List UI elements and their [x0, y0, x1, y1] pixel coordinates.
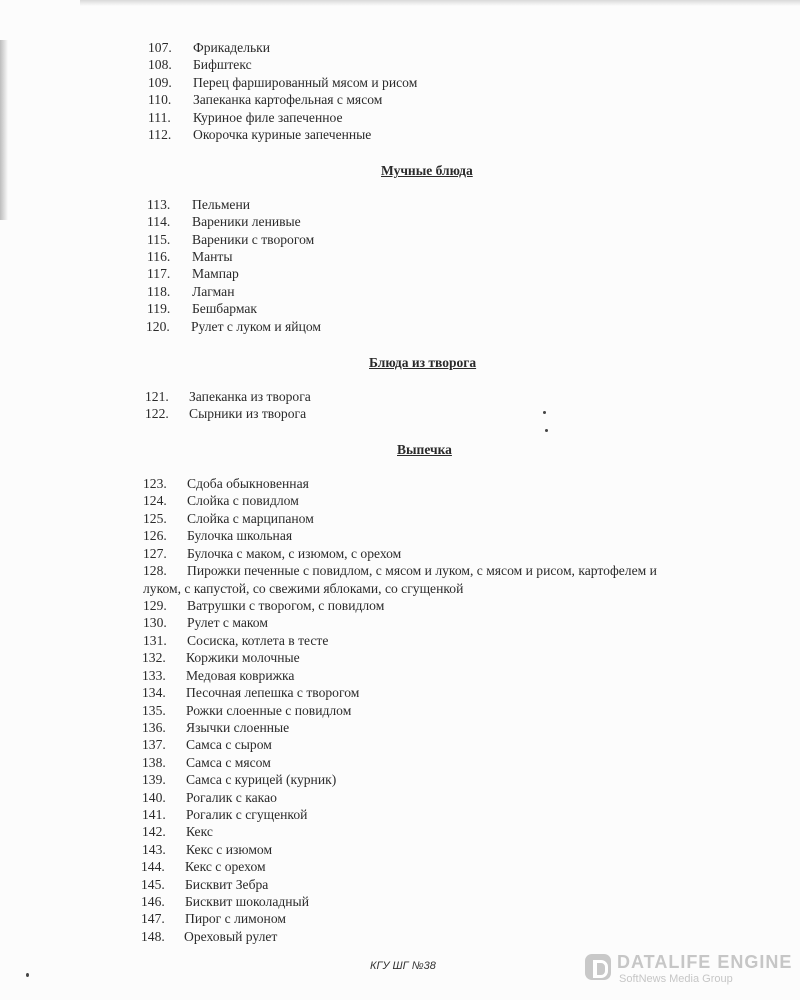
scan-speck: [543, 411, 546, 414]
item-text: Самса с мясом: [186, 755, 271, 770]
item-number: 110.: [148, 92, 172, 107]
item-text: Сырники из творога: [189, 406, 307, 421]
item-text: Бифштекс: [193, 57, 252, 72]
item-number: 138.: [142, 755, 166, 770]
item-text: Запеканка картофельная с мясом: [193, 92, 383, 107]
item-text: Рогалик с какао: [186, 790, 277, 805]
item-number: 126.: [143, 528, 167, 543]
item-number: 118.: [147, 284, 171, 299]
item-number: 123.: [143, 476, 167, 491]
item-text: Вареники с творогом: [192, 232, 315, 247]
item-text: Слойка с повидлом: [187, 493, 299, 508]
item-text-continued: луком, с капустой, со свежими яблоками, со сгущенкой: [143, 581, 464, 596]
item-text: Бисквит шоколадный: [185, 894, 309, 909]
item-number: 141.: [142, 807, 166, 822]
item-number: 122.: [145, 406, 169, 421]
item-number: 117.: [147, 266, 171, 281]
item-number: 134.: [142, 685, 166, 700]
item-number: 109.: [148, 75, 172, 90]
item-number: 144.: [141, 859, 165, 874]
item-number: 114.: [147, 214, 171, 229]
item-number: 142.: [142, 824, 166, 839]
item-number: 133.: [142, 668, 166, 683]
item-number: 143.: [142, 842, 166, 857]
item-text: Самса с сыром: [186, 737, 272, 752]
item-text: Булочка с маком, с изюмом, с орехом: [187, 546, 402, 561]
item-number: 136.: [142, 720, 166, 735]
item-number: 108.: [148, 57, 172, 72]
item-text: Рулет с луком и яйцом: [191, 319, 321, 334]
item-text: Бисквит Зебра: [185, 877, 269, 892]
item-number: 120.: [146, 319, 170, 334]
watermark-logo-icon: [585, 954, 611, 980]
section-heading: Блюда из творога: [369, 355, 477, 370]
item-text: Фрикадельки: [193, 40, 271, 55]
item-text: Рожки слоенные с повидлом: [186, 703, 352, 718]
item-text: Самса с курицей (курник): [186, 772, 337, 787]
item-text: Перец фаршированный мясом и рисом: [193, 75, 418, 90]
item-text: Сдоба обыкновенная: [187, 476, 309, 491]
item-text: Манты: [192, 249, 233, 264]
watermark: [585, 952, 793, 988]
item-number: 115.: [147, 232, 171, 247]
item-text: Ореховый рулет: [184, 929, 278, 944]
item-text: Лагман: [192, 284, 235, 299]
item-text: Слойка с марципаном: [187, 511, 314, 526]
item-number: 125.: [143, 511, 167, 526]
item-text: Пельмени: [192, 197, 251, 212]
section-heading: Мучные блюда: [381, 163, 473, 178]
item-number: 146.: [141, 894, 165, 909]
scan-left-shadow: [0, 40, 8, 220]
item-text: Язычки слоенные: [186, 720, 290, 735]
item-number: 145.: [141, 877, 165, 892]
item-number: 127.: [143, 546, 167, 561]
item-text: Кекс с орехом: [185, 859, 266, 874]
item-text: Сосиска, котлета в тесте: [187, 633, 329, 648]
item-number: 137.: [142, 737, 166, 752]
item-text: Песочная лепешка с творогом: [186, 685, 360, 700]
item-number: 139.: [142, 772, 166, 787]
item-text: Рулет с маком: [187, 615, 268, 630]
item-number: 121.: [145, 389, 169, 404]
item-number: 113.: [147, 197, 171, 212]
item-text: Медовая коврижка: [186, 668, 295, 683]
item-number: 128.: [143, 563, 167, 578]
item-number: 129.: [143, 598, 167, 613]
item-number: 131.: [143, 633, 167, 648]
item-text: Рогалик с сгущенкой: [186, 807, 308, 822]
item-text: Вареники ленивые: [192, 214, 301, 229]
item-text: Мампар: [192, 266, 239, 281]
item-text: Ватрушки с творогом, с повидлом: [187, 598, 385, 613]
item-text: Пирожки печенные с повидлом, с мясом и луком, с мясом и рисом, картофелем и: [187, 563, 657, 578]
item-number: 132.: [142, 650, 166, 665]
item-text: Кекс: [186, 824, 213, 839]
item-text: Окорочка куриные запеченные: [193, 127, 372, 142]
item-text: Кекс с изюмом: [186, 842, 273, 857]
item-number: 140.: [142, 790, 166, 805]
footer-school-label: КГУ ШГ №38: [370, 960, 436, 972]
item-number: 107.: [148, 40, 172, 55]
item-number: 130.: [143, 615, 167, 630]
item-text: Куриное филе запеченное: [193, 110, 343, 125]
item-text: Пирог с лимоном: [185, 911, 286, 926]
scan-top-edge: [80, 0, 800, 6]
item-number: 116.: [147, 249, 171, 264]
item-text: Коржики молочные: [186, 650, 300, 665]
section-heading: Выпечка: [397, 442, 452, 457]
watermark-title: DATALIFE ENGINE: [617, 952, 793, 972]
item-number: 148.: [141, 929, 165, 944]
item-text: Запеканка из творога: [189, 389, 311, 404]
item-number: 124.: [143, 493, 167, 508]
item-text: Бешбармак: [192, 301, 257, 316]
item-number: 147.: [141, 911, 165, 926]
item-number: 112.: [148, 127, 172, 142]
item-text: Булочка школьная: [187, 528, 293, 543]
scan-speck: [545, 429, 548, 432]
item-number: 119.: [147, 301, 171, 316]
watermark-subtitle: SoftNews Media Group: [619, 973, 733, 985]
item-number: 135.: [142, 703, 166, 718]
item-number: 111.: [148, 110, 171, 125]
scan-speck: [26, 973, 29, 977]
